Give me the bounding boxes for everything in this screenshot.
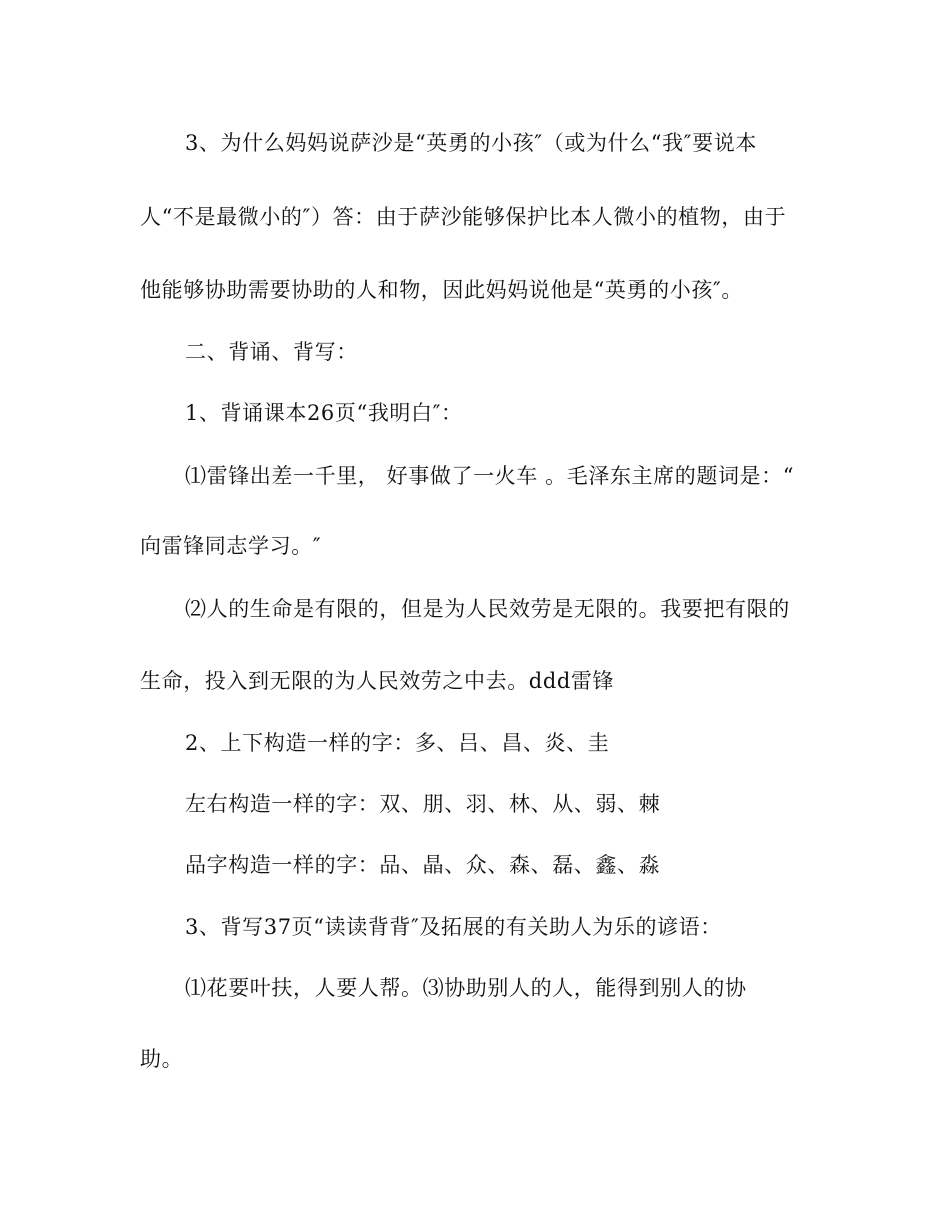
paragraph-line: 左右构造一样的字：双、朋、羽、林、从、弱、棘 [185, 792, 661, 816]
paragraph-line: 3、背写37页“读读背背″及拓展的有关助人为乐的谚语： [185, 915, 722, 939]
section-heading: 二、背诵、背写： [185, 340, 358, 364]
paragraph-line: 向雷锋同志学习。″ [140, 534, 322, 558]
paragraph-line: ⑴雷锋出差一千里， 好事做了一火车 。毛泽东主席的题词是：“ [185, 464, 795, 488]
paragraph-line: 人“不是最微小的″）答：由于萨沙能够保护比本人微小的植物，由于 [140, 205, 787, 229]
paragraph-line: ⑴花要叶扶，人要人帮。⑶协助别人的人，能得到别人的协 [185, 976, 747, 1000]
paragraph-line: 助。 [140, 1047, 184, 1071]
paragraph-line: 1、背诵课本26页“我明白″： [185, 401, 463, 425]
paragraph-line: 他能够协助需要协助的人和物，因此妈妈说他是“英勇的小孩″。 [140, 278, 743, 302]
paragraph-line: 3、为什么妈妈说萨沙是“英勇的小孩″（或为什么“我″要说本 [185, 131, 757, 155]
paragraph-line: 生命，投入到无限的为人民效劳之中去。ddd雷锋 [140, 669, 615, 693]
paragraph-line: 2、上下构造一样的字：多、吕、昌、炎、圭 [185, 731, 610, 755]
paragraph-line: ⑵人的生命是有限的，但是为人民效劳是无限的。我要把有限的 [185, 597, 790, 621]
paragraph-line: 品字构造一样的字：品、晶、众、森、磊、鑫、淼 [185, 853, 661, 877]
